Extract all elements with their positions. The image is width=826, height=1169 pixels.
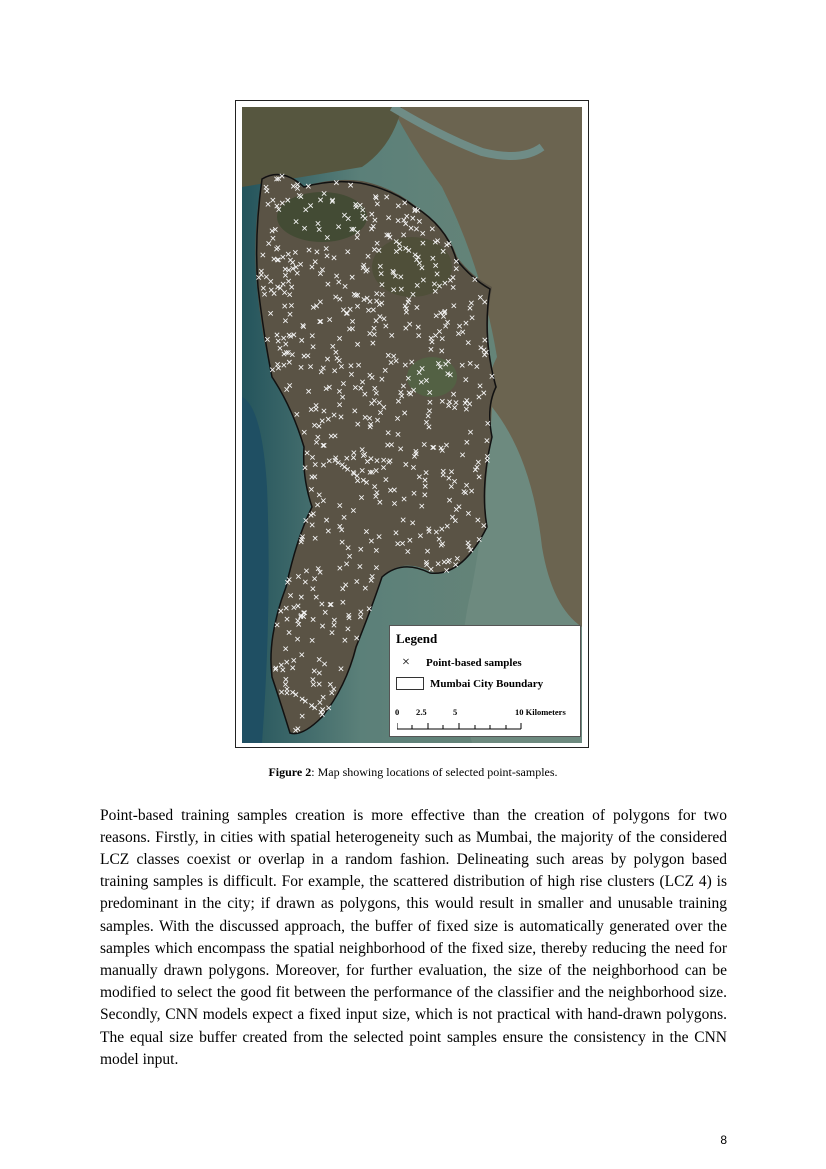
figure-frame <box>235 100 589 748</box>
body-paragraph: Point-based training samples creation is more effective than the creation of polygons for two reasons. Firstly, in cities with spatial heterogeneity such as Mumbai, the majority of the considered LCZ classes coexist or overlap in a random fashion. Delineating such areas by polygon based training samples is difficult. For example, the scattered distribution of high rise clusters (LCZ 4) is predominant in the city; if drawn as polygons, this would result in smaller and unusable training samples. With the discussed approach, the buffer of fixed size is automatically generated over the samples which encompass the spatial neighborhood of the fixed size, thereby reducing the need for manually drawn polygons. Moreover, for further evaluation, the size of the neighborhood can be modified to select the good fit between the performance of the classifier and the neighborhood size. Secondly, CNN models expect a fixed input size, which is not practical with hand-drawn polygons. The equal size buffer created from the selected point samples ensure the consistency in the CNN model input. <box>100 806 727 1068</box>
scale-tick-label: 0 <box>395 707 400 717</box>
page-number: 8 <box>720 1133 727 1147</box>
legend-boundary-label: Mumbai City Boundary <box>430 677 544 690</box>
vegetation-patch <box>277 192 367 242</box>
figure-caption <box>0 765 826 780</box>
scale-end-label: 10 Kilometers <box>515 707 566 717</box>
boundary-swatch-icon <box>396 677 424 690</box>
vegetation-patch <box>372 237 452 297</box>
legend-row-boundary <box>396 677 543 690</box>
scale-bar <box>397 721 527 731</box>
figure-caption-text: : Map showing locations of selected point-samples. <box>311 765 558 779</box>
scale-tick-label: 5 <box>453 707 458 717</box>
legend-row-point-samples <box>396 655 522 671</box>
cross-marker-icon: × <box>402 655 410 670</box>
legend-point-samples-label: Point-based samples <box>426 657 522 669</box>
legend-title: Legend <box>396 631 438 646</box>
legend <box>389 625 581 737</box>
scale-labels <box>395 707 577 719</box>
figure-caption-label: Figure 2 <box>268 765 312 779</box>
scale-tick-label: 2.5 <box>416 707 427 717</box>
